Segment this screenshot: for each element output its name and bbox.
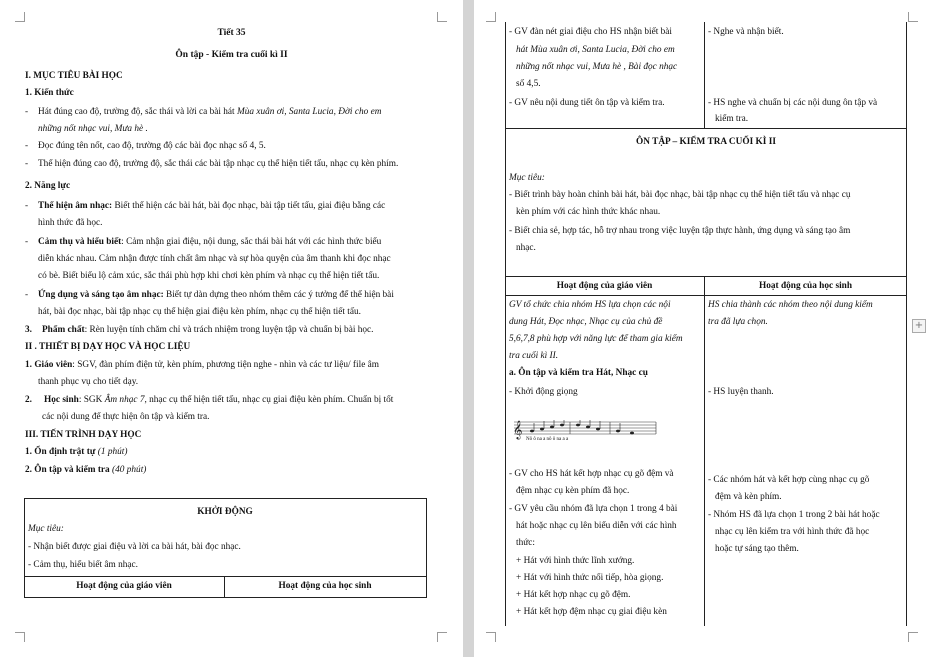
table-text: đệm và kèn phím.: [715, 492, 782, 502]
crop-mark: [15, 632, 25, 642]
list-item: Ứng dụng và sáng tạo âm nhạc: Biết tự dàn dựng theo nhóm thêm các ý tưởng để thể hiện bài: [38, 290, 394, 300]
table-rule: [24, 576, 426, 577]
table-text: GV tổ chức chia nhóm HS lựa chọn các nội: [509, 300, 671, 310]
list-item: 1. Ổn định trật tự (1 phút): [25, 447, 128, 457]
list-item: -: [25, 290, 29, 300]
crop-mark: [437, 12, 447, 22]
list-item: -: [25, 141, 29, 151]
list-item: Thể hiện đúng cao độ, trường độ, sắc thái các bài tập nhạc cụ thể hiện tiết tấu, nhạc cụ kèn phím.: [38, 159, 399, 169]
table-text: - Khởi động giọng: [509, 387, 578, 397]
list-item: Đọc đúng tên nốt, cao độ, trường độ các bài đọc nhạc số 4, 5.: [38, 141, 266, 151]
list-item: 2. Học sinh: SGK Âm nhạc 7, nhạc cụ thể hiện tiết tấu, nhạc cụ giai điệu kèn phím. Chuẩn bị tốt: [25, 395, 394, 405]
list-item: thanh phục vụ cho tiết dạy.: [38, 377, 139, 387]
crop-mark: [15, 12, 25, 22]
lesson-title: Ôn tập - Kiểm tra cuối kì II: [175, 50, 288, 60]
table-text: những nốt nhạc vui, Mưa hè , Bài đọc nhạc: [516, 62, 678, 72]
sub-heading: 1. Kiến thức: [25, 88, 74, 98]
page-1: [0, 0, 463, 657]
table-text: - HS luyện thanh.: [708, 387, 774, 397]
svg-text:𝄞: 𝄞: [513, 420, 523, 439]
table-text: hát hoặc nhạc cụ lên biểu diễn với các hình: [516, 521, 677, 531]
table-text: hát Mùa xuân ơi, Santa Lucia, Đời cho em: [516, 45, 675, 55]
table-text: - HS nghe và chuẩn bị các nội dung ôn tập và: [708, 98, 878, 108]
section-heading: II . THIẾT BỊ DẠY HỌC VÀ HỌC LIỆU: [25, 342, 191, 352]
table-text: + Hát kết hợp nhạc cụ gõ đệm.: [516, 590, 631, 600]
table-text: - Nghe và nhận biết.: [708, 27, 784, 37]
sub-heading: 2. Năng lực: [25, 181, 71, 191]
crop-mark: [437, 632, 447, 642]
crop-mark: [486, 12, 496, 22]
table-text: tra cuối kì II.: [509, 351, 559, 361]
table-text: thức:: [516, 538, 535, 548]
table-text: - Nhóm HS đã lựa chọn 1 trong 2 bài hát hoặc: [708, 510, 880, 520]
lesson-number: Tiết 35: [217, 28, 246, 38]
crop-mark: [908, 12, 918, 22]
column-header: Hoạt động của giáo viên: [556, 281, 653, 291]
table-rule: [505, 128, 907, 129]
list-item: 3. Phẩm chất: Rèn luyện tính chăm chỉ và trách nhiệm trong luyện tập và chuẩn bị bài học.: [25, 325, 374, 335]
table-text: đệm nhạc cụ kèn phím đã học.: [516, 486, 630, 496]
table-text: - Biết chia sẻ, hợp tác, hỗ trợ nhau trong việc luyện tập thực hành, ứng dụng và sáng tạo âm: [509, 226, 851, 236]
table-text: Mục tiêu:: [509, 173, 545, 183]
table-text: - Biết trình bày hoàn chỉnh bài hát, bài đọc nhạc, bài tập nhạc cụ thể hiện tiết tấu và nhạc cụ: [509, 190, 851, 200]
table-text: - GV cho HS hát kết hợp nhạc cụ gõ đệm và: [509, 469, 674, 479]
list-item: các nội dung để thực hiện ôn tập và kiểm tra.: [42, 412, 210, 422]
list-item: -: [25, 201, 29, 211]
list-item: 2. Ôn tập và kiểm tra (40 phút): [25, 465, 147, 475]
list-item: những nốt nhạc vui, Mưa hè .: [38, 124, 148, 134]
column-header: Hoạt động của học sinh: [759, 281, 852, 291]
crop-mark: [908, 632, 918, 642]
list-item: -: [25, 237, 29, 247]
section-heading: I. MỤC TIÊU BÀI HỌC: [25, 71, 123, 81]
table-text: nhạc.: [516, 243, 536, 253]
table-text: + Hát kết hợp đệm nhạc cụ giai điệu kèn: [516, 607, 667, 617]
table-text: + Hát với hình thức lĩnh xướng.: [516, 556, 635, 566]
table-rule: [906, 22, 907, 626]
list-item: Thể hiện âm nhạc: Biết thể hiện các bài hát, bài đọc nhạc, bài tập tiết tấu, giai điệu bằng các: [38, 201, 386, 211]
table-rule: [704, 276, 705, 626]
column-header: Hoạt động của học sinh: [278, 581, 372, 591]
table-text: kèn phím với các hình thức khác nhau.: [516, 207, 661, 217]
table-text: - GV yêu cầu nhóm đã lựa chọn 1 trong 4 bài: [509, 504, 678, 514]
list-item: 1. Giáo viên: SGV, đàn phím điện tử, kèn phím, phương tiện nghe - nhìn và các tư liệu/ file âm: [25, 360, 380, 370]
list-item: Cảm thụ và hiểu biết: Cảm nhận giai điệu, nội dung, sắc thái bài hát với các hình thức biểu: [38, 237, 382, 247]
table-text: tra đã lựa chọn.: [708, 317, 768, 327]
table-rule: [505, 22, 506, 626]
table-text: - GV nêu nội dung tiết ôn tập và kiểm tra.: [509, 98, 665, 108]
page-2: [474, 0, 943, 657]
table-text: + Hát với hình thức nối tiếp, hòa giọng.: [516, 573, 664, 583]
column-header: Hoạt động của giáo viên: [76, 581, 172, 591]
table-text: - GV đàn nét giai điệu cho HS nhận biết bài: [509, 27, 673, 37]
plus-icon[interactable]: +: [912, 319, 926, 333]
list-item: có bè. Biết biểu lộ cảm xúc, sắc thái phù hợp khi chơi kèn phím và nhạc cụ thể hiện tiết tấu.: [38, 271, 380, 281]
table-text: số 4,5.: [516, 79, 541, 89]
table-text: - Nhận biết được giai điệu và lời ca bài hát, bài đọc nhạc.: [28, 542, 241, 552]
lyrics: Nô ô na a nô ô na a a: [526, 437, 569, 442]
table-rule: [505, 276, 907, 277]
table-text: - Cảm thụ, hiểu biết âm nhạc.: [28, 560, 138, 570]
table-text: nhạc cụ lên kiểm tra với hình thức đã học: [715, 527, 870, 537]
table-text: dung Hát, Đọc nhạc, Nhạc cụ của chủ đề: [509, 317, 663, 327]
table-text: - Các nhóm hát và kết hợp cùng nhạc cụ gõ: [708, 475, 870, 485]
table-title: KHỞI ĐỘNG: [197, 507, 253, 517]
table-text: kiểm tra.: [715, 114, 749, 124]
table-text: 5,6,7,8 phù hợp với năng lực để tham gia kiểm: [509, 334, 683, 344]
table-text: hoặc tự sáng tạo thêm.: [715, 544, 799, 554]
list-item: -: [25, 107, 29, 117]
sub-heading: a. Ôn tập và kiểm tra Hát, Nhạc cụ: [509, 368, 648, 378]
table-text: HS chia thành các nhóm theo nội dung kiểm: [708, 300, 873, 310]
list-item: hát, bài đọc nhạc, bài tập nhạc cụ thể hiện giai điệu kèn phím, nhạc cụ thể hiện tiết tấu.: [38, 307, 361, 317]
list-item: -: [25, 159, 29, 169]
table-rule: [704, 22, 705, 128]
list-item: hình thức đã học.: [38, 218, 103, 228]
table-rule: [505, 295, 907, 296]
table-text: Mục tiêu:: [28, 524, 64, 534]
section-heading: III. TIẾN TRÌNH DẠY HỌC: [25, 430, 142, 440]
list-item: Hát đúng cao độ, trường độ, sắc thái và lời ca bài hát Mùa xuân ơi, Santa Lucia, Đời cho em: [38, 107, 382, 117]
crop-mark: [486, 632, 496, 642]
list-item: diễn khác nhau. Cảm nhận được tính chất âm nhạc và sự hòa quyện của âm thanh khi đọc nhạc: [38, 254, 391, 264]
table-title: ÔN TẬP – KIỂM TRA CUỐI KÌ II: [636, 137, 776, 147]
